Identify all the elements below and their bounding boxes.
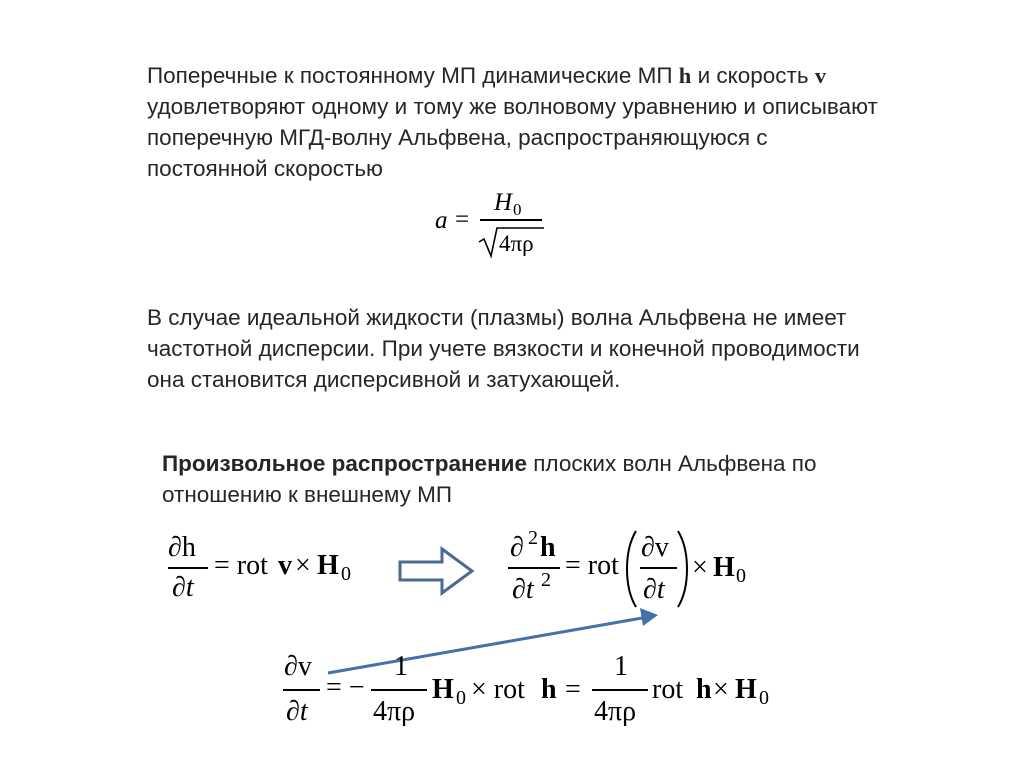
p2-line2: частотной дисперсии. При учете вязкости и конечной проводимости	[147, 336, 860, 361]
eq2-den: ∂t	[512, 574, 534, 605]
eq3-eq: =	[565, 674, 581, 705]
eq1-H-sub: 0	[341, 563, 351, 585]
eq2-num-d: ∂	[510, 532, 524, 563]
eq3-lhs-num-text: ∂v	[284, 651, 312, 682]
eq1-rot: = rot	[214, 550, 268, 581]
eq2-num-h: h	[540, 532, 556, 563]
eq3-lhs-denominator: ∂t	[286, 696, 308, 727]
eq1-num-text: ∂h	[168, 532, 196, 563]
eq3-frac1-num: 1	[394, 651, 408, 682]
p2-line1: В случае идеальной жидкости (плазмы) волна Альфвена не имеет	[147, 305, 847, 330]
eq3-H2-sub: 0	[759, 687, 769, 709]
eq2-H-sub: 0	[736, 565, 746, 587]
eq2-den-pow: 2	[541, 569, 551, 591]
p3-line2: отношению к внешнему МП	[162, 482, 453, 507]
p1-line2: удовлетворяют одному и тому же волновому уравнению и описывают	[147, 94, 878, 119]
p2-line3: она становится дисперсивной и затухающей.	[147, 367, 621, 392]
eq3-frac2-bar	[592, 689, 648, 691]
eq2-inner-denominator: ∂t	[643, 574, 665, 605]
formula-a-eq: =	[455, 206, 470, 233]
p1-line1-text-b: и скорость	[691, 63, 815, 88]
eq3-frac2-num: 1	[614, 651, 628, 682]
eq2-times: ×	[692, 552, 708, 583]
eq3-H: H	[432, 674, 454, 705]
eq1-denominator: ∂t	[172, 572, 194, 603]
eq3-frac1-bar	[371, 689, 427, 691]
eq3-H2: H	[735, 674, 757, 705]
eq1-v: v	[278, 550, 292, 581]
p1-line3: поперечную МГД-волну Альфвена, распространяющуюся с	[147, 125, 768, 150]
eq3-frac2-den: 4πρ	[594, 696, 637, 727]
symbol-h: h	[678, 63, 692, 88]
eq2-H: H	[713, 552, 735, 583]
eq3-lhs-fraction-bar	[283, 689, 320, 691]
p1-line1-text-a: Поперечные к постоянному МП динамические МП	[147, 63, 679, 88]
eq2-inner-num-text: ∂v	[641, 532, 669, 563]
eq2-rot: = rot	[565, 550, 619, 581]
eq3-times: ×	[713, 674, 729, 705]
eq3-rot2: rot	[652, 674, 684, 705]
eq3-h2: h	[696, 674, 712, 705]
eq1-H: H	[317, 550, 339, 581]
eq3-H-sub: 0	[456, 687, 466, 709]
formula-a-lhs: a	[435, 207, 448, 234]
eq2-num-pow: 2	[528, 527, 538, 549]
eq3-lhs-numerator	[284, 653, 312, 681]
eq3-h: h	[541, 674, 557, 705]
formula-a-den: 4πρ	[499, 231, 534, 256]
eq3-times-rot: × rot	[471, 674, 525, 705]
eq1-times: ×	[295, 550, 311, 581]
eq3-eq-minus: = −	[326, 672, 365, 703]
eq3-frac1-den: 4πρ	[373, 696, 416, 727]
p3-bold-text: Произвольное распространение	[162, 451, 527, 476]
formula-a-num-H: H	[494, 189, 513, 216]
p1-line4: постоянной скоростью	[147, 156, 383, 181]
symbol-v: v	[814, 63, 827, 88]
formula-a-num-sub: 0	[513, 200, 522, 219]
p3-rest-text: плоских волн Альфвена по	[527, 451, 817, 476]
